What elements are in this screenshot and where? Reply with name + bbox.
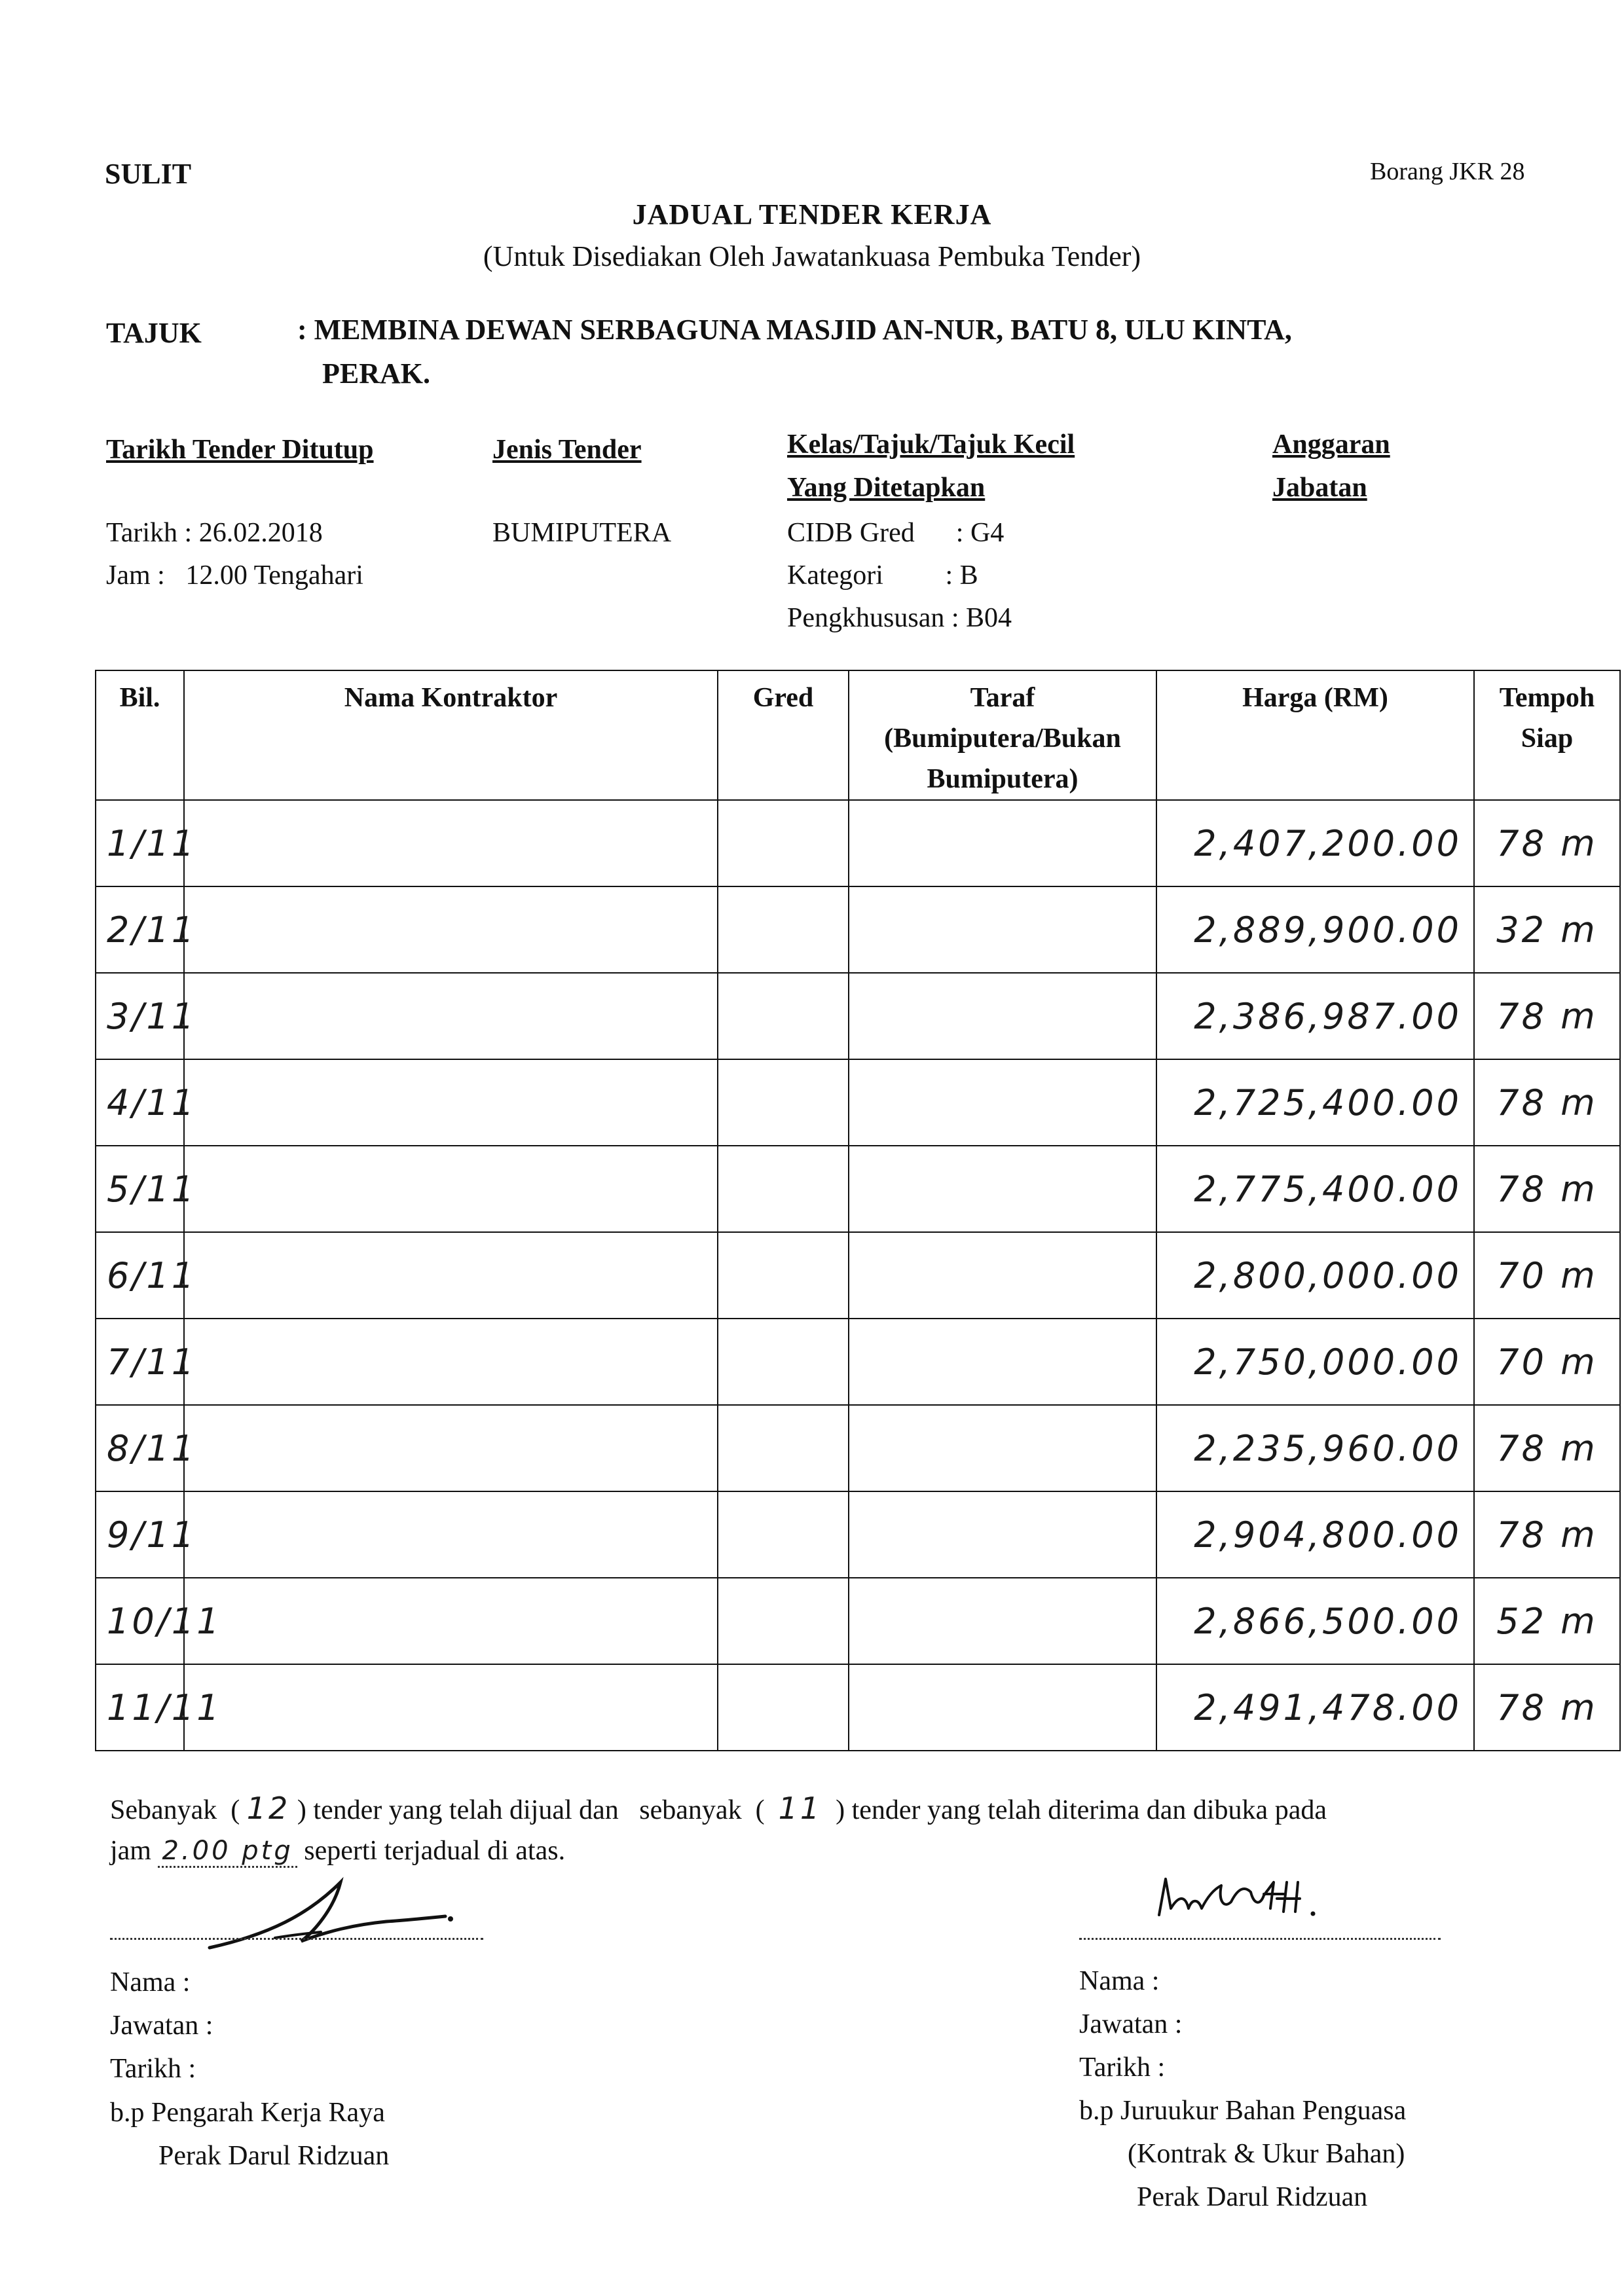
- header-harga: Harga (RM): [1156, 670, 1474, 800]
- pengkhususan: Pengkhususan : B04: [787, 603, 1012, 633]
- summary-text-1: Sebanyak (: [110, 1795, 240, 1825]
- header-tempoh-siap: [1474, 670, 1620, 800]
- right-nama: Nama :: [1079, 1966, 1160, 1996]
- bil-cell: 7/11: [96, 1319, 184, 1405]
- table-row: [96, 1319, 1620, 1405]
- summary-jam-label: jam: [110, 1836, 151, 1866]
- header-taraf-line-3: Bumiputera): [927, 764, 1079, 794]
- summary-text-4: seperti terjadual di atas.: [304, 1836, 566, 1866]
- harga-cell: 2,750,000.00: [1156, 1319, 1474, 1405]
- tajuk-label: TAJUK: [106, 317, 202, 349]
- nama-kontraktor-cell: [184, 1059, 718, 1146]
- table-row: [96, 886, 1620, 973]
- gred-cell: [718, 1491, 849, 1578]
- classification-label: SULIT: [105, 158, 192, 190]
- header-tempoh-line-1: Tempoh: [1499, 683, 1595, 713]
- left-signature: [190, 1869, 465, 1961]
- nama-kontraktor-cell: [184, 800, 718, 886]
- harga-cell: 2,235,960.00: [1156, 1405, 1474, 1491]
- gred-cell: [718, 1319, 849, 1405]
- header-taraf-line-2: (Bumiputera/Bukan: [884, 723, 1121, 754]
- tajuk-line-2: PERAK.: [322, 357, 430, 390]
- sold-count: 12: [246, 1791, 291, 1826]
- jam-value: Jam : 12.00 Tengahari: [106, 560, 363, 591]
- nama-kontraktor-cell: [184, 1664, 718, 1751]
- table-row: [96, 1578, 1620, 1664]
- gred-cell: [718, 1146, 849, 1232]
- tempoh-cell: 52 m: [1474, 1578, 1620, 1664]
- harga-cell: 2,725,400.00: [1156, 1059, 1474, 1146]
- header-gred: Gred: [718, 670, 849, 800]
- anggaran-heading-line-2: Jabatan: [1272, 473, 1367, 503]
- right-jawatan: Jawatan :: [1079, 2009, 1183, 2039]
- right-bp-line-2: (Kontrak & Ukur Bahan): [1128, 2139, 1405, 2169]
- gred-cell: [718, 973, 849, 1059]
- taraf-cell: [849, 1232, 1156, 1319]
- taraf-cell: [849, 1319, 1156, 1405]
- right-bp-line-3: Perak Darul Ridzuan: [1137, 2182, 1368, 2212]
- taraf-cell: [849, 1664, 1156, 1751]
- right-bp-line-1: b.p Juruukur Bahan Penguasa: [1079, 2096, 1407, 2126]
- nama-kontraktor-cell: [184, 1578, 718, 1664]
- document-title: JADUAL TENDER KERJA: [632, 198, 992, 230]
- harga-cell: 2,889,900.00: [1156, 886, 1474, 973]
- bil-cell: 6/11: [96, 1232, 184, 1319]
- table-row: [96, 1146, 1620, 1232]
- taraf-cell: [849, 800, 1156, 886]
- jam-handwritten: 2.00 ptg: [162, 1836, 293, 1866]
- bil-cell: 8/11: [96, 1405, 184, 1491]
- header-taraf-line-1: Taraf: [970, 683, 1035, 713]
- bil-cell: 3/11: [96, 973, 184, 1059]
- jenis-tender-heading: Jenis Tender: [492, 435, 642, 465]
- tempoh-cell: 70 m: [1474, 1319, 1620, 1405]
- gred-cell: [718, 886, 849, 973]
- kelas-heading-line-2: Yang Ditetapkan: [787, 473, 986, 503]
- harga-cell: 2,386,987.00: [1156, 973, 1474, 1059]
- bil-cell: 1/11: [96, 800, 184, 886]
- harga-cell: 2,775,400.00: [1156, 1146, 1474, 1232]
- nama-kontraktor-cell: [184, 1146, 718, 1232]
- nama-kontraktor-cell: [184, 1405, 718, 1491]
- tempoh-cell: 78 m: [1474, 1059, 1620, 1146]
- nama-kontraktor-cell: [184, 1232, 718, 1319]
- tempoh-cell: 78 m: [1474, 1405, 1620, 1491]
- cidb-gred: CIDB Gred : G4: [787, 518, 1005, 548]
- tender-table: [95, 670, 1621, 1751]
- left-bp-line-1: b.p Pengarah Kerja Raya: [110, 2098, 385, 2128]
- gred-cell: [718, 1059, 849, 1146]
- tempoh-cell: 70 m: [1474, 1232, 1620, 1319]
- summary-line-1: [110, 1791, 1327, 1826]
- received-count: 11: [778, 1791, 822, 1826]
- taraf-cell: [849, 1578, 1156, 1664]
- tempoh-cell: 78 m: [1474, 1146, 1620, 1232]
- tempoh-cell: 32 m: [1474, 886, 1620, 973]
- taraf-cell: [849, 973, 1156, 1059]
- taraf-cell: [849, 1405, 1156, 1491]
- harga-cell: 2,866,500.00: [1156, 1578, 1474, 1664]
- left-tarikh: Tarikh :: [110, 2054, 196, 2084]
- table-row: [96, 1059, 1620, 1146]
- header-taraf: [849, 670, 1156, 800]
- taraf-cell: [849, 1491, 1156, 1578]
- right-tarikh: Tarikh :: [1079, 2052, 1166, 2083]
- document-subtitle: (Untuk Disediakan Oleh Jawatankuasa Pembuka Tender): [483, 240, 1141, 272]
- tempoh-cell: 78 m: [1474, 1491, 1620, 1578]
- table-header-row: [96, 670, 1620, 800]
- table-row: [96, 800, 1620, 886]
- taraf-cell: [849, 1146, 1156, 1232]
- right-signature: [1153, 1869, 1336, 1935]
- tarikh-tender-heading: Tarikh Tender Ditutup: [106, 435, 374, 465]
- kategori: Kategori : B: [787, 560, 978, 591]
- header-tempoh-line-2: Siap: [1521, 723, 1574, 754]
- nama-kontraktor-cell: [184, 973, 718, 1059]
- gred-cell: [718, 1405, 849, 1491]
- header-bil: Bil.: [96, 670, 184, 800]
- nama-kontraktor-cell: [184, 1491, 718, 1578]
- harga-cell: 2,407,200.00: [1156, 800, 1474, 886]
- bil-cell: 2/11: [96, 886, 184, 973]
- harga-cell: 2,800,000.00: [1156, 1232, 1474, 1319]
- tender-rows: [96, 800, 1620, 1751]
- table-row: [96, 1664, 1620, 1751]
- tarikh-value: Tarikh : 26.02.2018: [106, 518, 323, 548]
- tempoh-cell: 78 m: [1474, 1664, 1620, 1751]
- summary-text-3: ) tender yang telah diterima dan dibuka pada: [836, 1795, 1327, 1825]
- left-jawatan: Jawatan :: [110, 2011, 213, 2041]
- gred-cell: [718, 1664, 849, 1751]
- jenis-tender-value: BUMIPUTERA: [492, 518, 672, 548]
- gred-cell: [718, 1578, 849, 1664]
- bil-cell: 4/11: [96, 1059, 184, 1146]
- harga-cell: 2,491,478.00: [1156, 1664, 1474, 1751]
- right-signature-line: [1079, 1938, 1441, 1940]
- summary-text-2: ) tender yang telah dijual dan sebanyak (: [297, 1795, 765, 1825]
- taraf-cell: [849, 886, 1156, 973]
- harga-cell: 2,904,800.00: [1156, 1491, 1474, 1578]
- summary-jam-dots: [158, 1836, 297, 1868]
- nama-kontraktor-cell: [184, 1319, 718, 1405]
- tajuk-line-1: : MEMBINA DEWAN SERBAGUNA MASJID AN-NUR, BATU 8, ULU KINTA,: [297, 314, 1292, 346]
- table-row: [96, 1232, 1620, 1319]
- table-row: [96, 1405, 1620, 1491]
- bil-cell: 9/11: [96, 1491, 184, 1578]
- bil-cell: 11/11: [96, 1664, 184, 1751]
- form-reference: Borang JKR 28: [1370, 158, 1525, 185]
- left-bp-line-2: Perak Darul Ridzuan: [158, 2141, 390, 2171]
- tempoh-cell: 78 m: [1474, 973, 1620, 1059]
- header-nama-kontraktor: Nama Kontraktor: [184, 670, 718, 800]
- table-row: [96, 1491, 1620, 1578]
- anggaran-heading-line-1: Anggaran: [1272, 429, 1390, 460]
- tempoh-cell: 78 m: [1474, 800, 1620, 886]
- gred-cell: [718, 800, 849, 886]
- bil-cell: 10/11: [96, 1578, 184, 1664]
- taraf-cell: [849, 1059, 1156, 1146]
- summary-line-2: [110, 1835, 565, 1867]
- left-signature-line: [110, 1938, 483, 1940]
- table-row: [96, 973, 1620, 1059]
- bil-cell: 5/11: [96, 1146, 184, 1232]
- gred-cell: [718, 1232, 849, 1319]
- kelas-heading-line-1: Kelas/Tajuk/Tajuk Kecil: [787, 429, 1075, 460]
- left-nama: Nama :: [110, 1967, 191, 1997]
- nama-kontraktor-cell: [184, 886, 718, 973]
